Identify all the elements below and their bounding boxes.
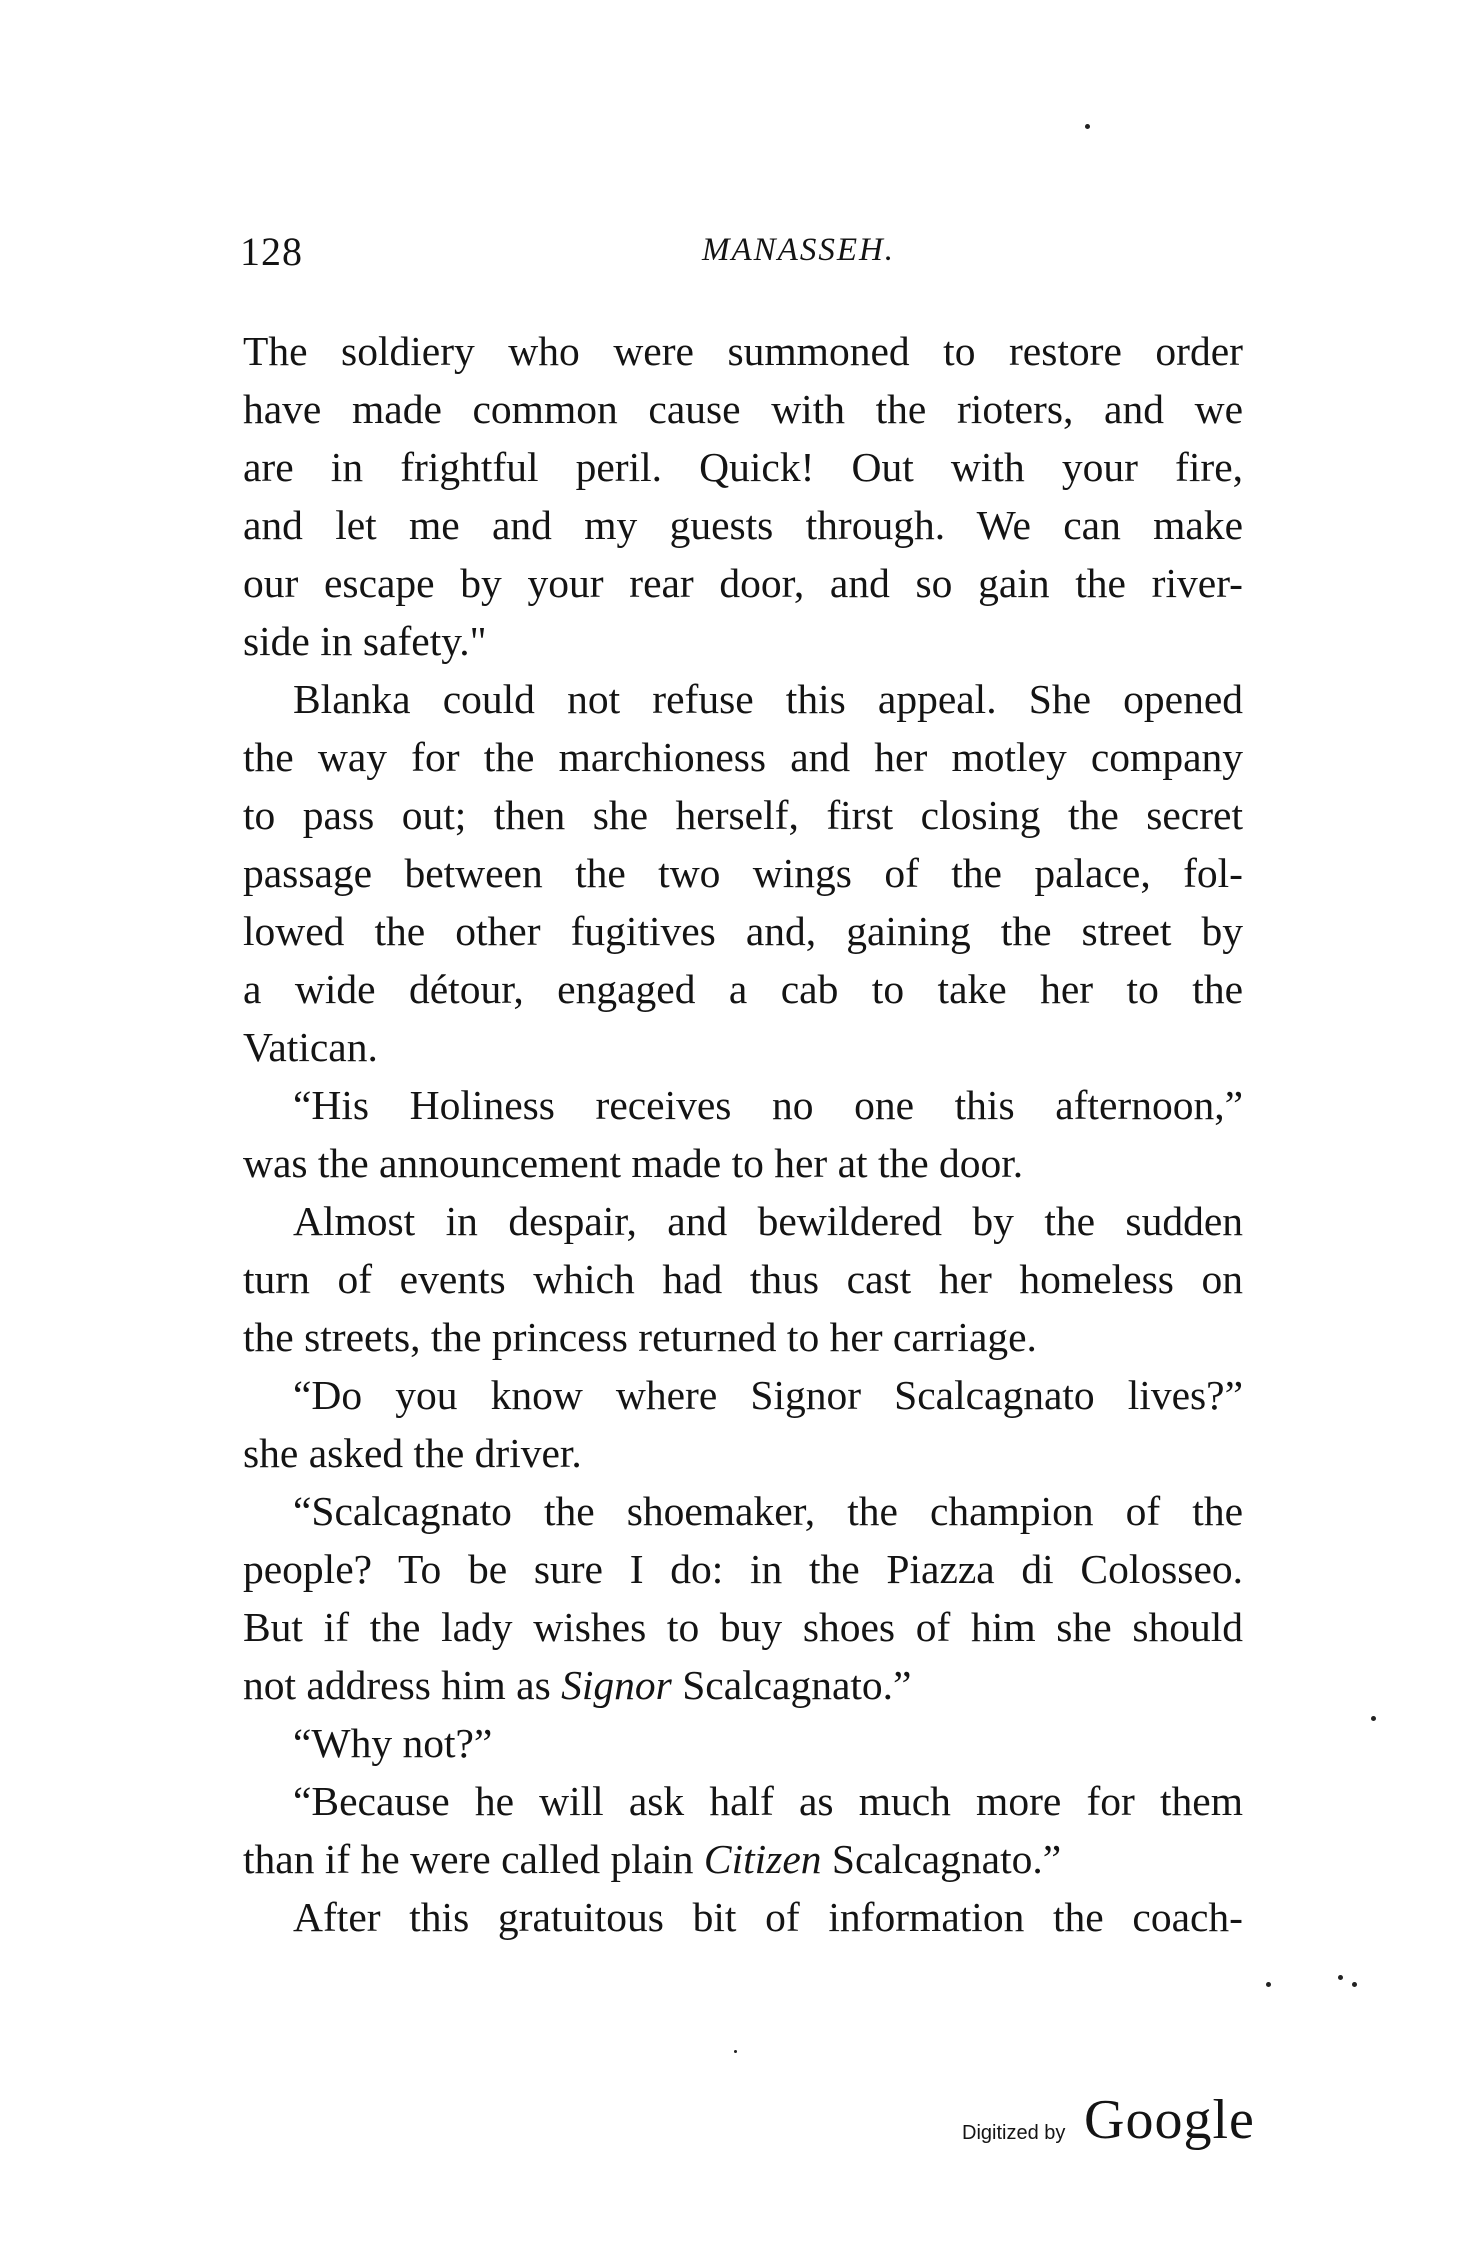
text-line: The soldiery who were summoned to restore order: [243, 328, 1243, 374]
page-header: [240, 228, 1240, 288]
text-line: turn of events which had thus cast her homeless on: [243, 1256, 1243, 1302]
italic-word: Signor: [561, 1662, 672, 1708]
text-line: the streets, the princess returned to her carriage.: [243, 1314, 1037, 1360]
text-line: to pass out; then she herself, first closing the secret: [243, 792, 1243, 838]
text-line: After this gratuitous bit of information the coach-: [293, 1894, 1243, 1940]
text-line: [243, 1830, 1243, 1888]
text-line: people? To be sure I do: in the Piazza di Colosseo.: [243, 1546, 1243, 1592]
text-line: passage between the two wings of the palace, fol-: [243, 850, 1243, 896]
scan-speck: [1371, 1716, 1376, 1721]
text-line: she asked the driver.: [243, 1430, 582, 1476]
scan-speck: [1338, 1975, 1343, 1980]
text-line: [243, 1656, 1243, 1714]
text-line: But if the lady wishes to buy shoes of him she should: [243, 1604, 1243, 1650]
text-line: “His Holiness receives no one this afternoon,”: [293, 1082, 1243, 1128]
scan-speck: [1085, 124, 1090, 129]
scan-speck: [1352, 1982, 1357, 1987]
text-line: side in safety.": [243, 618, 487, 664]
text-line: the way for the marchioness and her motley company: [243, 734, 1243, 780]
text-line: “Scalcagnato the shoemaker, the champion of the: [293, 1488, 1243, 1534]
digitized-by-google-stamp: [962, 2088, 1262, 2158]
text-line: “Why not?”: [293, 1720, 493, 1766]
text-line: lowed the other fugitives and, gaining the street by: [243, 908, 1243, 954]
text-line: Almost in despair, and bewildered by the sudden: [293, 1198, 1243, 1244]
text-line: “Do you know where Signor Scalcagnato lives?”: [293, 1372, 1243, 1418]
italic-word: Citizen: [703, 1836, 822, 1882]
text-line: was the announcement made to her at the door.: [243, 1140, 1024, 1186]
text-line: Blanka could not refuse this appeal. She opened: [293, 676, 1243, 722]
text-line: a wide détour, engaged a cab to take her to the: [243, 966, 1243, 1012]
text-line: “Because he will ask half as much more for them: [293, 1778, 1243, 1824]
digitized-by-label: Digitized by: [962, 2122, 1066, 2144]
scan-speck: [734, 2050, 737, 2053]
text-line: and let me and my guests through. We can make: [243, 502, 1243, 548]
text-run: than if he were called plain: [243, 1836, 704, 1882]
running-title: MANASSEH.: [702, 232, 896, 268]
text-run: Scalcagnato.”: [671, 1662, 912, 1708]
text-line: our escape by your rear door, and so gain the river-: [243, 560, 1243, 606]
text-line: have made common cause with the rioters, and we: [243, 386, 1243, 432]
scan-speck: [1266, 1982, 1271, 1987]
google-logo: Google: [1084, 2089, 1255, 2151]
text-line: are in frightful peril. Quick! Out with your fire,: [243, 444, 1243, 490]
text-run: not address him as: [243, 1662, 562, 1708]
page-number: 128: [240, 229, 303, 274]
text-line: Vatican.: [243, 1024, 378, 1070]
text-run: Scalcagnato.”: [821, 1836, 1062, 1882]
